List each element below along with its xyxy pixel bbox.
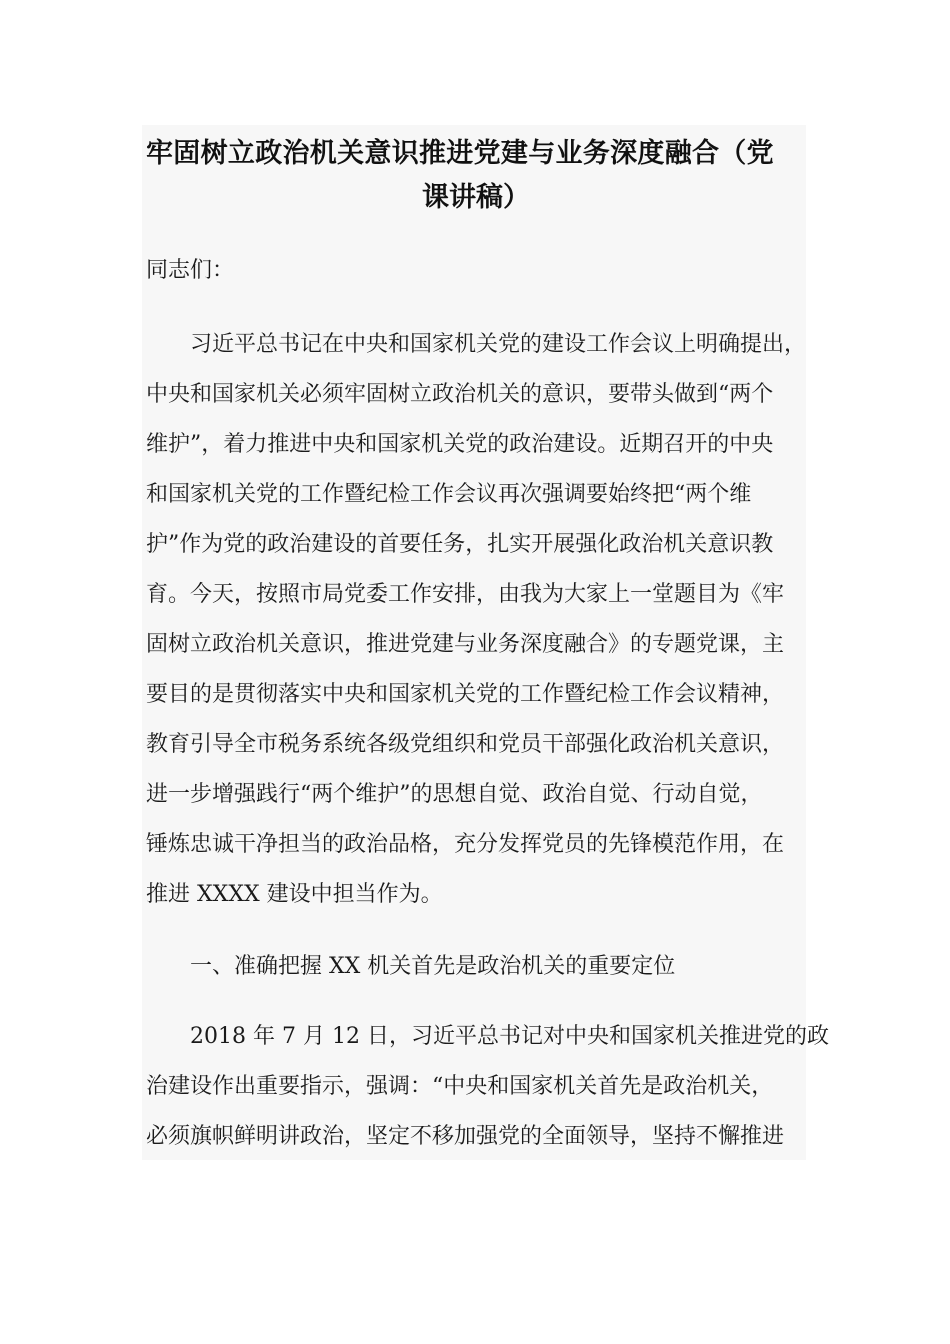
paragraph-line: 习近平总书记在中央和国家机关党的建设工作会议上明确提出， (146, 332, 807, 357)
paragraph-line: 锤炼忠诚干净担当的政治品格，充分发挥党员的先锋模范作用，在 (146, 832, 785, 857)
paragraph-line: 推进 XXXX 建设中担当作为。 (146, 882, 443, 907)
section-heading-1: 一、准确把握 XX 机关首先是政治机关的重要定位 (146, 954, 676, 979)
title-line-1: 牢固树立政治机关意识推进党建与业务深度融合（党 (146, 138, 774, 169)
paragraph-line: 教育引导全市税务系统各级党组织和党员干部强化政治机关意识， (146, 732, 785, 757)
paragraph-line: 要目的是贯彻落实中央和国家机关党的工作暨纪检工作会议精神， (146, 682, 785, 707)
paragraph-line: 进一步增强践行“两个维护”的思想自觉、政治自觉、行动自觉， (146, 782, 763, 807)
paragraph-line: 2018 年 7 月 12 日，习近平总书记对中央和国家机关推进党的政 (146, 1024, 829, 1049)
paragraph-line: 维护”，着力推进中央和国家机关党的政治建设。近期召开的中央 (146, 432, 774, 457)
paragraph-line: 治建设作出重要指示，强调：“中央和国家机关首先是政治机关， (146, 1074, 774, 1099)
paragraph-2 (146, 1012, 829, 1162)
paragraph-1 (146, 320, 806, 920)
paragraph-line: 和国家机关党的工作暨纪检工作会议再次强调要始终把“两个维 (146, 482, 752, 507)
paragraph-line: 育。今天，按照市局党委工作安排，由我为大家上一堂题目为《牢 (146, 582, 785, 607)
paragraph-line: 护”作为党的政治建设的首要任务，扎实开展强化政治机关意识教 (146, 532, 774, 557)
paragraph-line: 中央和国家机关必须牢固树立政治机关的意识，要带头做到“两个 (146, 382, 774, 407)
title-line-2: 课讲稿） (422, 182, 530, 213)
salutation: 同志们： (146, 258, 235, 283)
document-title (146, 132, 806, 220)
paragraph-line: 固树立政治机关意识，推进党建与业务深度融合》的专题党课，主 (146, 632, 785, 657)
paragraph-line: 必须旗帜鲜明讲政治，坚定不移加强党的全面领导，坚持不懈推进 (146, 1124, 785, 1149)
